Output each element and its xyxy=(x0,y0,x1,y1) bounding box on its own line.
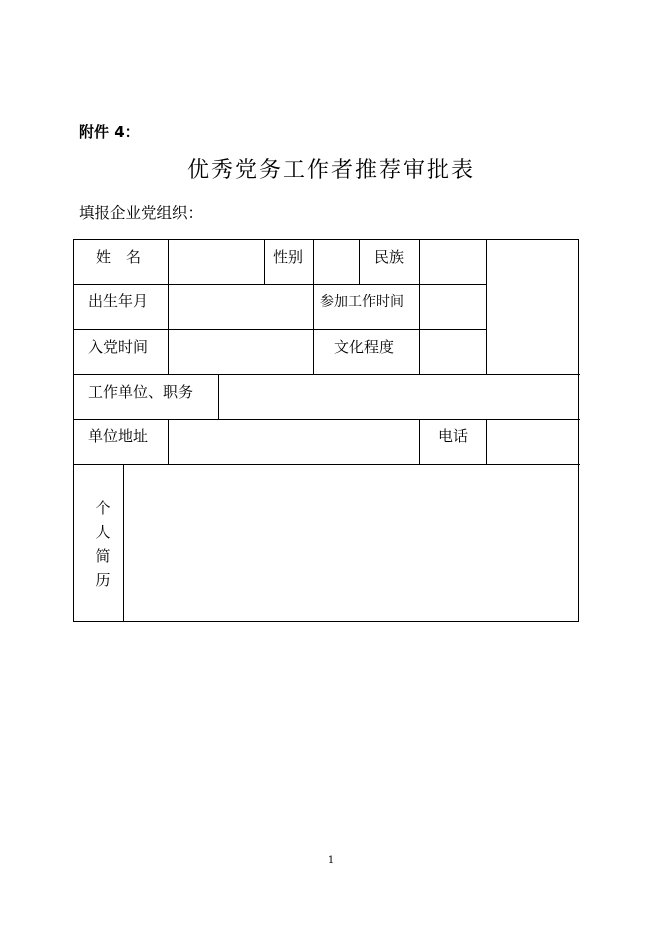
unit-address-field[interactable] xyxy=(169,420,418,464)
photo-area[interactable] xyxy=(487,241,578,374)
gender-field[interactable] xyxy=(314,241,358,284)
work-unit-field[interactable] xyxy=(219,375,578,419)
attachment-label: 附件 4： xyxy=(79,123,140,141)
name-label: 姓 名 xyxy=(96,248,142,266)
resume-field[interactable] xyxy=(124,465,578,621)
col-divider xyxy=(419,419,420,464)
col-divider xyxy=(313,284,314,374)
col-divider xyxy=(359,240,360,284)
org-line-label: 填报企业党组织： xyxy=(79,204,204,222)
resume-label: 个人简历 xyxy=(95,499,111,589)
party-join-date-field[interactable] xyxy=(169,330,312,374)
gender-label: 性别 xyxy=(273,248,304,266)
education-label: 文化程度 xyxy=(334,338,395,356)
page-number: 1 xyxy=(327,855,335,866)
birth-date-label: 出生年月 xyxy=(88,292,149,310)
document-title: 优秀党务工作者推荐审批表 xyxy=(186,158,475,183)
education-field[interactable] xyxy=(420,330,485,374)
work-start-label: 参加工作时间 xyxy=(320,294,404,310)
recommendation-form-table xyxy=(73,239,579,622)
name-field[interactable] xyxy=(169,241,263,284)
birth-date-field[interactable] xyxy=(169,285,312,329)
unit-address-label: 单位地址 xyxy=(88,427,149,445)
phone-label: 电话 xyxy=(438,427,469,445)
col-divider xyxy=(264,240,265,284)
party-join-date-label: 入党时间 xyxy=(88,338,149,356)
ethnicity-label: 民族 xyxy=(374,248,405,266)
work-start-field[interactable] xyxy=(420,285,485,329)
ethnicity-field[interactable] xyxy=(420,241,485,284)
phone-field[interactable] xyxy=(487,420,578,464)
work-unit-label: 工作单位、职务 xyxy=(88,383,194,401)
